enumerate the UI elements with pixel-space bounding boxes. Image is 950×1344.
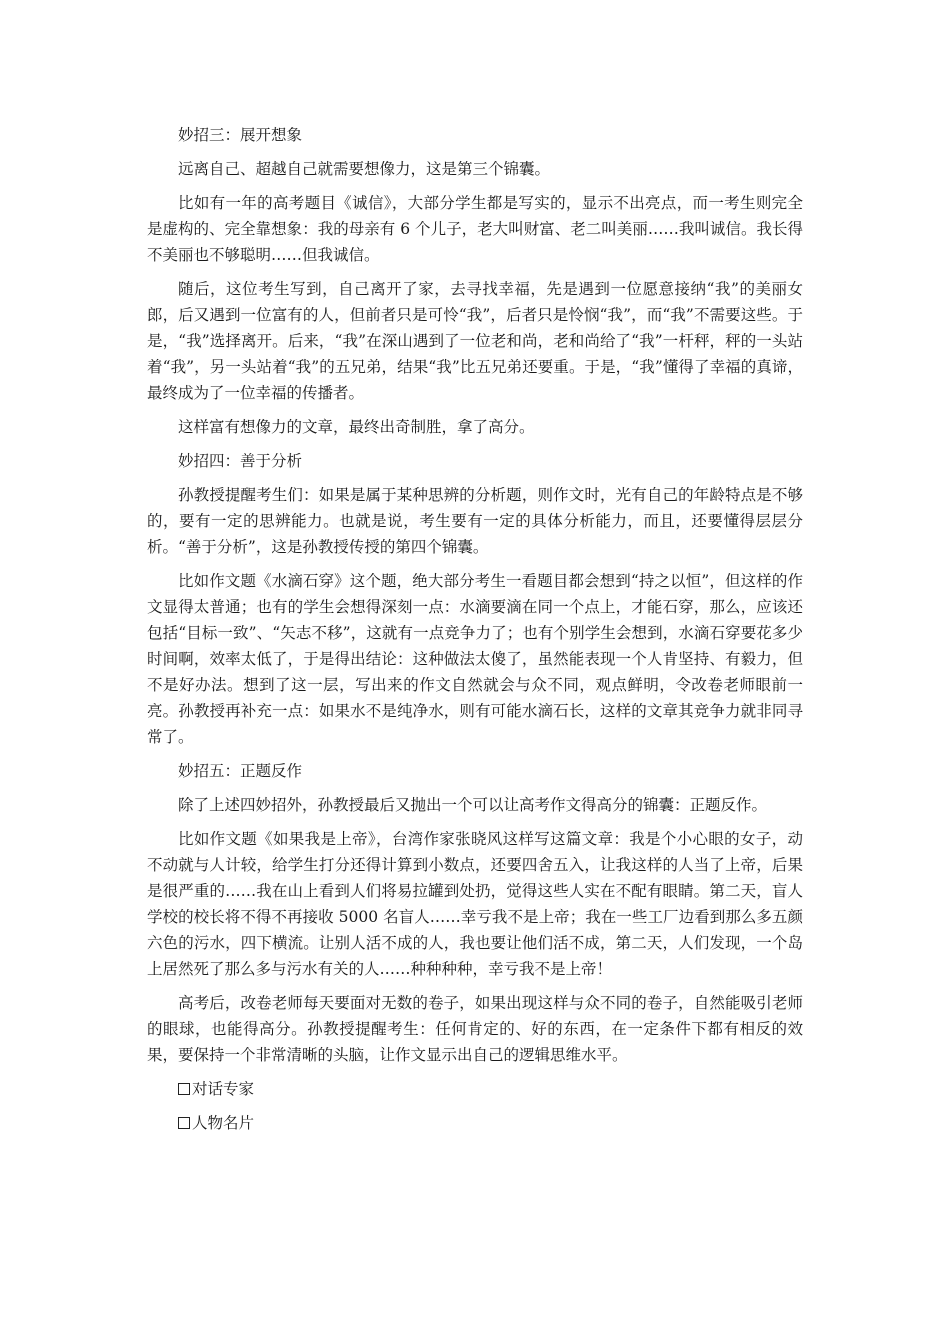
body-paragraph: 比如有一年的高考题目《诚信》，大部分学生都是写实的，显示不出亮点，而一考生则完全是虚构的、完全靠想象：我的母亲有 6 个儿子，老大叫财富、老二叫美丽……我叫诚信。我长得不美丽也不够聪明……但我诚信。 [147, 194, 803, 264]
checklist-item-person-profile [147, 1110, 803, 1136]
body-paragraph: 比如作文题《水滴石穿》这个题，绝大部分考生一看题目都会想到“持之以恒”，但这样的作文显得太普通；也有的学生会想得深刻一点：水滴要滴在同一个点上，才能石穿，那么，应该还包括“目标一致”、“矢志不移”，这就有一点竞争力了；也有个别学生会想到，水滴石穿要花多少时间啊，效率太低了，于是得出结论：这种做法太傻了，虽然能表现一个人肯坚持、有毅力，但不是好办法。想到了这一层，写出来的作文自然就会与众不同，观点鲜明，令改卷老师眼前一亮。孙教授再补充一点：如果水不是纯净水，则有可能水滴石长，这样的文章其竞争力就非同寻常了。 [147, 572, 803, 746]
body-paragraph: 高考后，改卷老师每天要面对无数的卷子，如果出现这样与众不同的卷子，自然能吸引老师的眼球，也能得高分。孙教授提醒考生：任何肯定的、好的东西，在一定条件下都有相反的效果，要保持一个非常清晰的头脑，让作文显示出自己的逻辑思维水平。 [147, 994, 803, 1064]
body-paragraph: 随后，这位考生写到，自己离开了家，去寻找幸福，先是遇到一位愿意接纳“我”的美丽女郎，后又遇到一位富有的人，但前者只是可怜“我”，后者只是怜悯“我”，而“我”不需要这些。于是，“我”选择离开。后来，“我”在深山遇到了一位老和尚，老和尚给了“我”一杆秤，秤的一头站着“我”，另一头站着“我”的五兄弟，结果“我”比五兄弟还要重。于是，“我”懂得了幸福的真谛，最终成为了一位幸福的传播者。 [147, 280, 803, 402]
body-paragraph: 远离自己、超越自己就需要想像力，这是第三个锦囊。 [178, 160, 551, 178]
checklist-label: 对话专家 [192, 1080, 255, 1098]
checklist-label: 人物名片 [192, 1114, 255, 1132]
document-page [147, 122, 803, 1144]
checkbox-icon [178, 1117, 190, 1129]
section-heading-trick-three: 妙招三：展开想象 [178, 126, 303, 144]
section-heading-trick-five: 妙招五：正题反作 [178, 762, 303, 780]
checklist-item-expert-dialogue [147, 1076, 803, 1102]
section-heading-trick-four: 妙招四：善于分析 [178, 452, 303, 470]
body-paragraph: 比如作文题《如果我是上帝》，台湾作家张晓风这样写这篇文章：我是个小心眼的女子，动不动就与人计较，给学生打分还得计算到小数点，还要四舍五入，让我这样的人当了上帝，后果是很严重的……我在山上看到人们将易拉罐到处扔，觉得这些人实在不配有眼睛。第二天，盲人学校的校长将不得不再接收 5000 名盲人……幸亏我不是上帝；我在一些工厂边看到那么多五颜六色的污水，四下横流。让别人活不成的人，我也要让他们活不成，第二天，人们发现，一个岛上居然死了那么多与污水有关的人……种种种种，幸亏我不是上帝！ [147, 830, 803, 978]
body-paragraph: 除了上述四妙招外，孙教授最后又抛出一个可以让高考作文得高分的锦囊：正题反作。 [178, 796, 768, 814]
body-paragraph: 这样富有想像力的文章，最终出奇制胜，拿了高分。 [178, 418, 535, 436]
body-paragraph: 孙教授提醒考生们：如果是属于某种思辨的分析题，则作文时，光有自己的年龄特点是不够的，要有一定的思辨能力。也就是说，考生要有一定的具体分析能力，而且，还要懂得层层分析。“善于分析”，这是孙教授传授的第四个锦囊。 [147, 486, 803, 556]
checkbox-icon [178, 1083, 190, 1095]
